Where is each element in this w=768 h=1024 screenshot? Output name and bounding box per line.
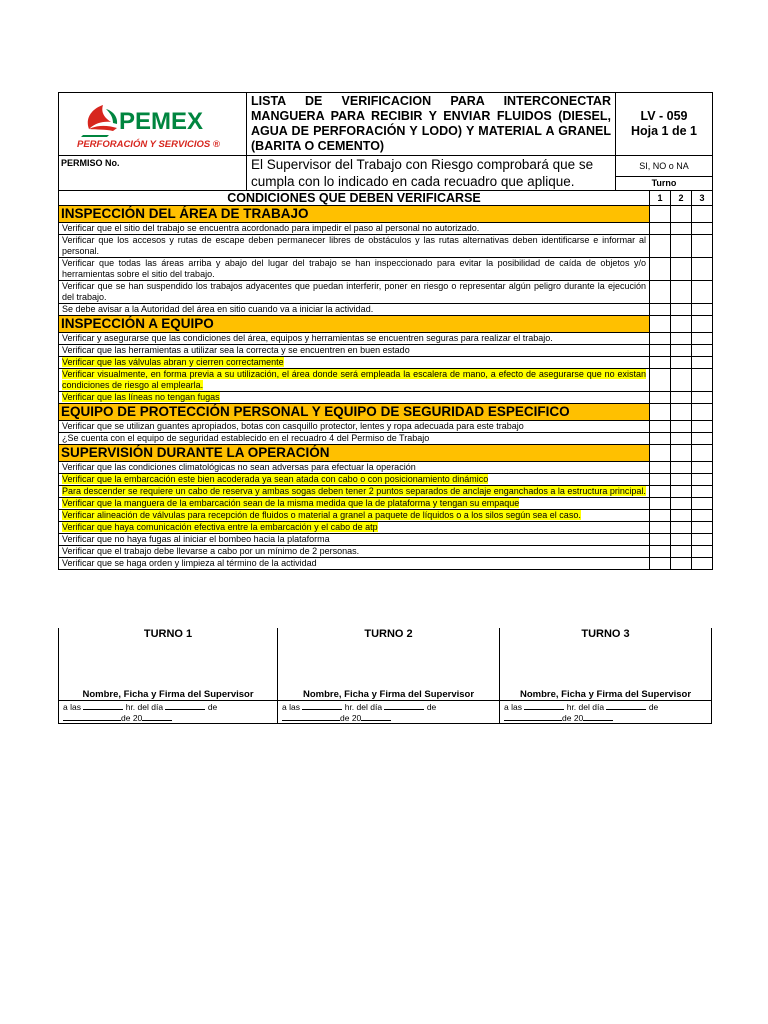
checklist-item-text <box>59 534 650 546</box>
turno-2-checkbox[interactable] <box>671 510 692 522</box>
turno-3-checkbox[interactable] <box>692 498 713 510</box>
checklist-item <box>59 223 713 235</box>
turno-2-checkbox[interactable] <box>671 534 692 546</box>
turno-3-title: TURNO 3 <box>581 628 630 640</box>
turno-1-checkbox[interactable] <box>650 558 671 570</box>
document-code-cell <box>616 93 713 156</box>
turno-1-checkbox[interactable] <box>650 433 671 445</box>
turno-2-checkbox[interactable] <box>671 522 692 534</box>
section-header-check-3 <box>692 445 713 462</box>
date-line-3[interactable]: a las hr. del día de de 20 <box>504 702 659 723</box>
turno-3-checkbox[interactable] <box>692 486 713 498</box>
turno-3-checkbox[interactable] <box>692 392 713 404</box>
section-header-row <box>59 316 713 333</box>
turn-number-3: 3 <box>692 191 713 206</box>
logo-cell <box>59 93 247 156</box>
turno-3-checkbox[interactable] <box>692 369 713 392</box>
checklist-item-label: Verificar que las herramientas a utilizar sea la correcta y se encuentren en buen estado <box>62 345 410 355</box>
checklist-item <box>59 486 713 498</box>
checklist-item-label: Verificar que haya comunicación efectiva entre la embarcación y el cabo de atp <box>62 522 378 532</box>
checklist-item-label: Verificar que las válvulas abran y cierren correctamente <box>62 357 284 367</box>
turno-1-checkbox[interactable] <box>650 304 671 316</box>
turno-1-checkbox[interactable] <box>650 357 671 369</box>
turno-2-checkbox[interactable] <box>671 546 692 558</box>
turno-2-title: TURNO 2 <box>364 628 413 640</box>
turno-1-checkbox[interactable] <box>650 281 671 304</box>
pemex-logo <box>73 95 233 149</box>
turno-1-checkbox[interactable] <box>650 333 671 345</box>
turno-2-checkbox[interactable] <box>671 304 692 316</box>
supervisor-name-label-3: Nombre, Ficha y Firma del Supervisor <box>500 689 711 701</box>
checklist-item-text <box>59 462 650 474</box>
checklist-item <box>59 433 713 445</box>
turno-2-checkbox[interactable] <box>671 357 692 369</box>
turn-number-2: 2 <box>671 191 692 206</box>
section-title: EQUIPO DE PROTECCIÓN PERSONAL Y EQUIPO DE SEGURIDAD ESPECIFICO <box>59 404 650 421</box>
turno-1-checkbox[interactable] <box>650 345 671 357</box>
checklist-item <box>59 281 713 304</box>
section-title: SUPERVISIÓN DURANTE LA OPERACIÓN <box>59 445 650 462</box>
logo-brand: PEMEX <box>118 107 203 135</box>
turno-1-checkbox[interactable] <box>650 421 671 433</box>
turno-2-checkbox[interactable] <box>671 369 692 392</box>
section-title: INSPECCIÓN A EQUIPO <box>59 316 650 333</box>
checklist-item-label: Verificar que el trabajo debe llevarse a cabo por un mínimo de 2 personas. <box>62 546 360 556</box>
turno-1-checkbox[interactable] <box>650 235 671 258</box>
checklist-item-text <box>59 235 650 258</box>
signature-block-1[interactable] <box>59 628 278 724</box>
turno-3-checkbox[interactable] <box>692 522 713 534</box>
document-title: LISTA DE VERIFICACION PARA INTERCONECTAR MANGUERA PARA RECIBIR Y ENVIAR FLUIDOS (DIESEL, AGUA DE PERFORACIÓN Y LODO) Y MATERIAL A GRANEL (BARITA O CEMENTO) <box>247 93 616 156</box>
turno-1-checkbox[interactable] <box>650 392 671 404</box>
turno-3-checkbox[interactable] <box>692 333 713 345</box>
checklist-item-text <box>59 421 650 433</box>
section-header-check-1 <box>650 206 671 223</box>
turno-2-checkbox[interactable] <box>671 223 692 235</box>
turno-1-checkbox[interactable] <box>650 498 671 510</box>
checklist-item-label: Verificar que se haga orden y limpieza al término de la actividad <box>62 558 317 568</box>
turno-2-checkbox[interactable] <box>671 462 692 474</box>
checklist-item <box>59 421 713 433</box>
document-sheet: Hoja 1 de 1 <box>631 124 697 138</box>
checklist-item-text <box>59 345 650 357</box>
turno-label: Turno <box>616 176 713 190</box>
section-header-check-2 <box>671 445 692 462</box>
turno-2-checkbox[interactable] <box>671 235 692 258</box>
turno-3-checkbox[interactable] <box>692 433 713 445</box>
checklist-item <box>59 369 713 392</box>
checklist-item-label: Verificar y asegurarse que las condiciones del área, equipos y herramientas se encuentren seguras para realizar el trabajo. <box>62 333 553 343</box>
turno-3-checkbox[interactable] <box>692 345 713 357</box>
turno-2-checkbox[interactable] <box>671 281 692 304</box>
section-header-check-2 <box>671 316 692 333</box>
checklist-item-label: Verificar que no haya fugas al iniciar el bombeo hacia la plataforma <box>62 534 330 544</box>
section-header-check-2 <box>671 404 692 421</box>
checklist-item <box>59 462 713 474</box>
signature-block-3[interactable] <box>500 628 711 724</box>
document-code: LV - 059 <box>640 109 688 123</box>
turno-3-checkbox[interactable] <box>692 421 713 433</box>
checklist-item <box>59 474 713 486</box>
checklist-item-text <box>59 433 650 445</box>
turno-1-checkbox[interactable] <box>650 369 671 392</box>
turno-3-checkbox[interactable] <box>692 474 713 486</box>
checklist-item-text <box>59 369 650 392</box>
turno-1-checkbox[interactable] <box>650 223 671 235</box>
turno-3-checkbox[interactable] <box>692 235 713 258</box>
turno-2-checkbox[interactable] <box>671 498 692 510</box>
options-label: SI, NO o NA <box>616 156 713 177</box>
checklist-item-label: Verificar que la manguera de la embarcación sean de la misma medida que la de plataforma y tengan su empaque <box>62 498 520 508</box>
checklist-item-label: Verificar que la embarcación este bien acoderada ya sean atada con cabo o con posicionamiento dinámico <box>62 474 489 484</box>
checklist-item-label: Para descender se requiere un cabo de reserva y ambas sogas deben tener 2 puntos separados de anclaje enganchados a la estructura principal. <box>62 486 646 496</box>
date-line-2[interactable]: a las hr. del día de de 20 <box>282 702 437 723</box>
turno-2-checkbox[interactable] <box>671 333 692 345</box>
checklist-item-text <box>59 522 650 534</box>
turno-2-checkbox[interactable] <box>671 486 692 498</box>
checklist-item-label: Verificar visualmente, en forma previa a su utilización, el área donde será empleada la escalera de mano, a efecto de asegurarse que no existan condiciones de riesgo al emplearla. <box>62 369 646 390</box>
signature-area <box>58 628 712 724</box>
date-line-1[interactable]: a las hr. del día de de 20 <box>63 702 218 723</box>
turno-2-checkbox[interactable] <box>671 392 692 404</box>
checklist-item-label: Verificar que se utilizan guantes apropiados, botas con casquillo protector, lentes y ropa adecuada para este trabajo <box>62 421 524 431</box>
turno-1-checkbox[interactable] <box>650 486 671 498</box>
turno-3-checkbox[interactable] <box>692 258 713 281</box>
checklist-item-label: Verificar que las líneas no tengan fugas <box>62 392 220 402</box>
signature-block-2[interactable] <box>278 628 500 724</box>
checklist-item <box>59 304 713 316</box>
section-header-check-2 <box>671 206 692 223</box>
checklist-item-label: Verificar que las condiciones climatológicas no sean adversas para efectuar la operación <box>62 462 416 472</box>
section-title: INSPECCIÓN DEL ÁREA DE TRABAJO <box>59 206 650 223</box>
checklist-item-label: Verificar alineación de válvulas para recepción de fluidos o material a granel a paquete de líquidos o a los silos según sea el caso. <box>62 510 581 520</box>
checklist-item-text <box>59 474 650 486</box>
section-header-check-1 <box>650 404 671 421</box>
checklist-table <box>58 92 713 570</box>
checklist-item <box>59 235 713 258</box>
section-header-check-3 <box>692 206 713 223</box>
conditions-title: CONDICIONES QUE DEBEN VERIFICARSE <box>59 191 650 206</box>
checklist-item <box>59 558 713 570</box>
turno-3-checkbox[interactable] <box>692 462 713 474</box>
checklist-item-text <box>59 498 650 510</box>
checklist-item-label: Verificar que se han suspendido los trabajos adyacentes que puedan interferir, poner en riesgo o representar algún peligro durante la ejecución del trabajo. <box>62 281 646 302</box>
turno-1-checkbox[interactable] <box>650 462 671 474</box>
checklist-item-text <box>59 304 650 316</box>
section-header-check-3 <box>692 404 713 421</box>
checklist-item-label: Se debe avisar a la Autoridad del área en sitio cuando va a iniciar la actividad. <box>62 304 374 314</box>
turno-3-checkbox[interactable] <box>692 304 713 316</box>
turno-2-checkbox[interactable] <box>671 421 692 433</box>
turno-1-title: TURNO 1 <box>143 628 193 640</box>
checklist-item <box>59 258 713 281</box>
checklist-item <box>59 510 713 522</box>
checklist-item <box>59 392 713 404</box>
turno-1-checkbox[interactable] <box>650 510 671 522</box>
section-header-row <box>59 206 713 223</box>
supervisor-name-label-2: Nombre, Ficha y Firma del Supervisor <box>278 689 499 701</box>
turno-1-checkbox[interactable] <box>650 522 671 534</box>
turno-2-checkbox[interactable] <box>671 258 692 281</box>
logo-subtitle: PERFORACIÓN Y SERVICIOS ® <box>76 138 220 149</box>
turno-2-checkbox[interactable] <box>671 433 692 445</box>
checklist-item-text <box>59 486 650 498</box>
checklist-item-text <box>59 392 650 404</box>
checklist-item <box>59 357 713 369</box>
checklist-item-label: Verificar que todas las áreas arriba y abajo del lugar del trabajo se han inspeccionado para evitar la posibilidad de caída de objetos y/o herramientas sobre el sitio del trabajo. <box>62 258 646 279</box>
turno-2-checkbox[interactable] <box>671 345 692 357</box>
turno-1-checkbox[interactable] <box>650 474 671 486</box>
supervisor-name-label-1: Nombre, Ficha y Firma del Supervisor <box>59 689 277 701</box>
checklist-item-text <box>59 281 650 304</box>
section-header-check-1 <box>650 316 671 333</box>
checklist-item-label: Verificar que los accesos y rutas de escape deben permanecer libres de obstáculos y las rutas alternativas deben identificarse e informar al personal. <box>62 235 646 256</box>
turno-3-checkbox[interactable] <box>692 357 713 369</box>
turn-number-1: 1 <box>650 191 671 206</box>
turno-3-checkbox[interactable] <box>692 223 713 235</box>
turno-3-checkbox[interactable] <box>692 558 713 570</box>
turno-1-checkbox[interactable] <box>650 546 671 558</box>
checklist-item-text <box>59 546 650 558</box>
section-header-row <box>59 445 713 462</box>
turno-1-checkbox[interactable] <box>650 534 671 546</box>
checklist-item <box>59 546 713 558</box>
checklist-item-text <box>59 357 650 369</box>
section-header-row <box>59 404 713 421</box>
checklist-form <box>58 92 712 570</box>
checklist-item-text <box>59 258 650 281</box>
turno-3-checkbox[interactable] <box>692 534 713 546</box>
checklist-item <box>59 522 713 534</box>
checklist-item-text <box>59 333 650 345</box>
checklist-item-text <box>59 223 650 235</box>
checklist-item-text <box>59 558 650 570</box>
checklist-item <box>59 534 713 546</box>
checklist-item <box>59 345 713 357</box>
checklist-item-label: Verificar que el sitio del trabajo se encuentra acordonado para impedir el paso al personal no autorizado. <box>62 223 480 233</box>
turno-3-checkbox[interactable] <box>692 281 713 304</box>
supervisor-note: El Supervisor del Trabajo con Riesgo comprobará que se cumpla con lo indicado en cada recuadro que aplique. <box>247 156 616 191</box>
checklist-item <box>59 498 713 510</box>
checklist-item-label: ¿Se cuenta con el equipo de seguridad establecido en el recuadro 4 del Permiso de Trabajo <box>62 433 430 443</box>
turno-3-checkbox[interactable] <box>692 546 713 558</box>
permiso-label[interactable]: PERMISO No. <box>59 156 247 191</box>
turno-2-checkbox[interactable] <box>671 474 692 486</box>
turno-2-checkbox[interactable] <box>671 558 692 570</box>
turno-1-checkbox[interactable] <box>650 258 671 281</box>
checklist-item <box>59 333 713 345</box>
pemex-eagle-icon <box>81 105 117 137</box>
section-header-check-3 <box>692 316 713 333</box>
section-header-check-1 <box>650 445 671 462</box>
checklist-item-text <box>59 510 650 522</box>
turno-3-checkbox[interactable] <box>692 510 713 522</box>
